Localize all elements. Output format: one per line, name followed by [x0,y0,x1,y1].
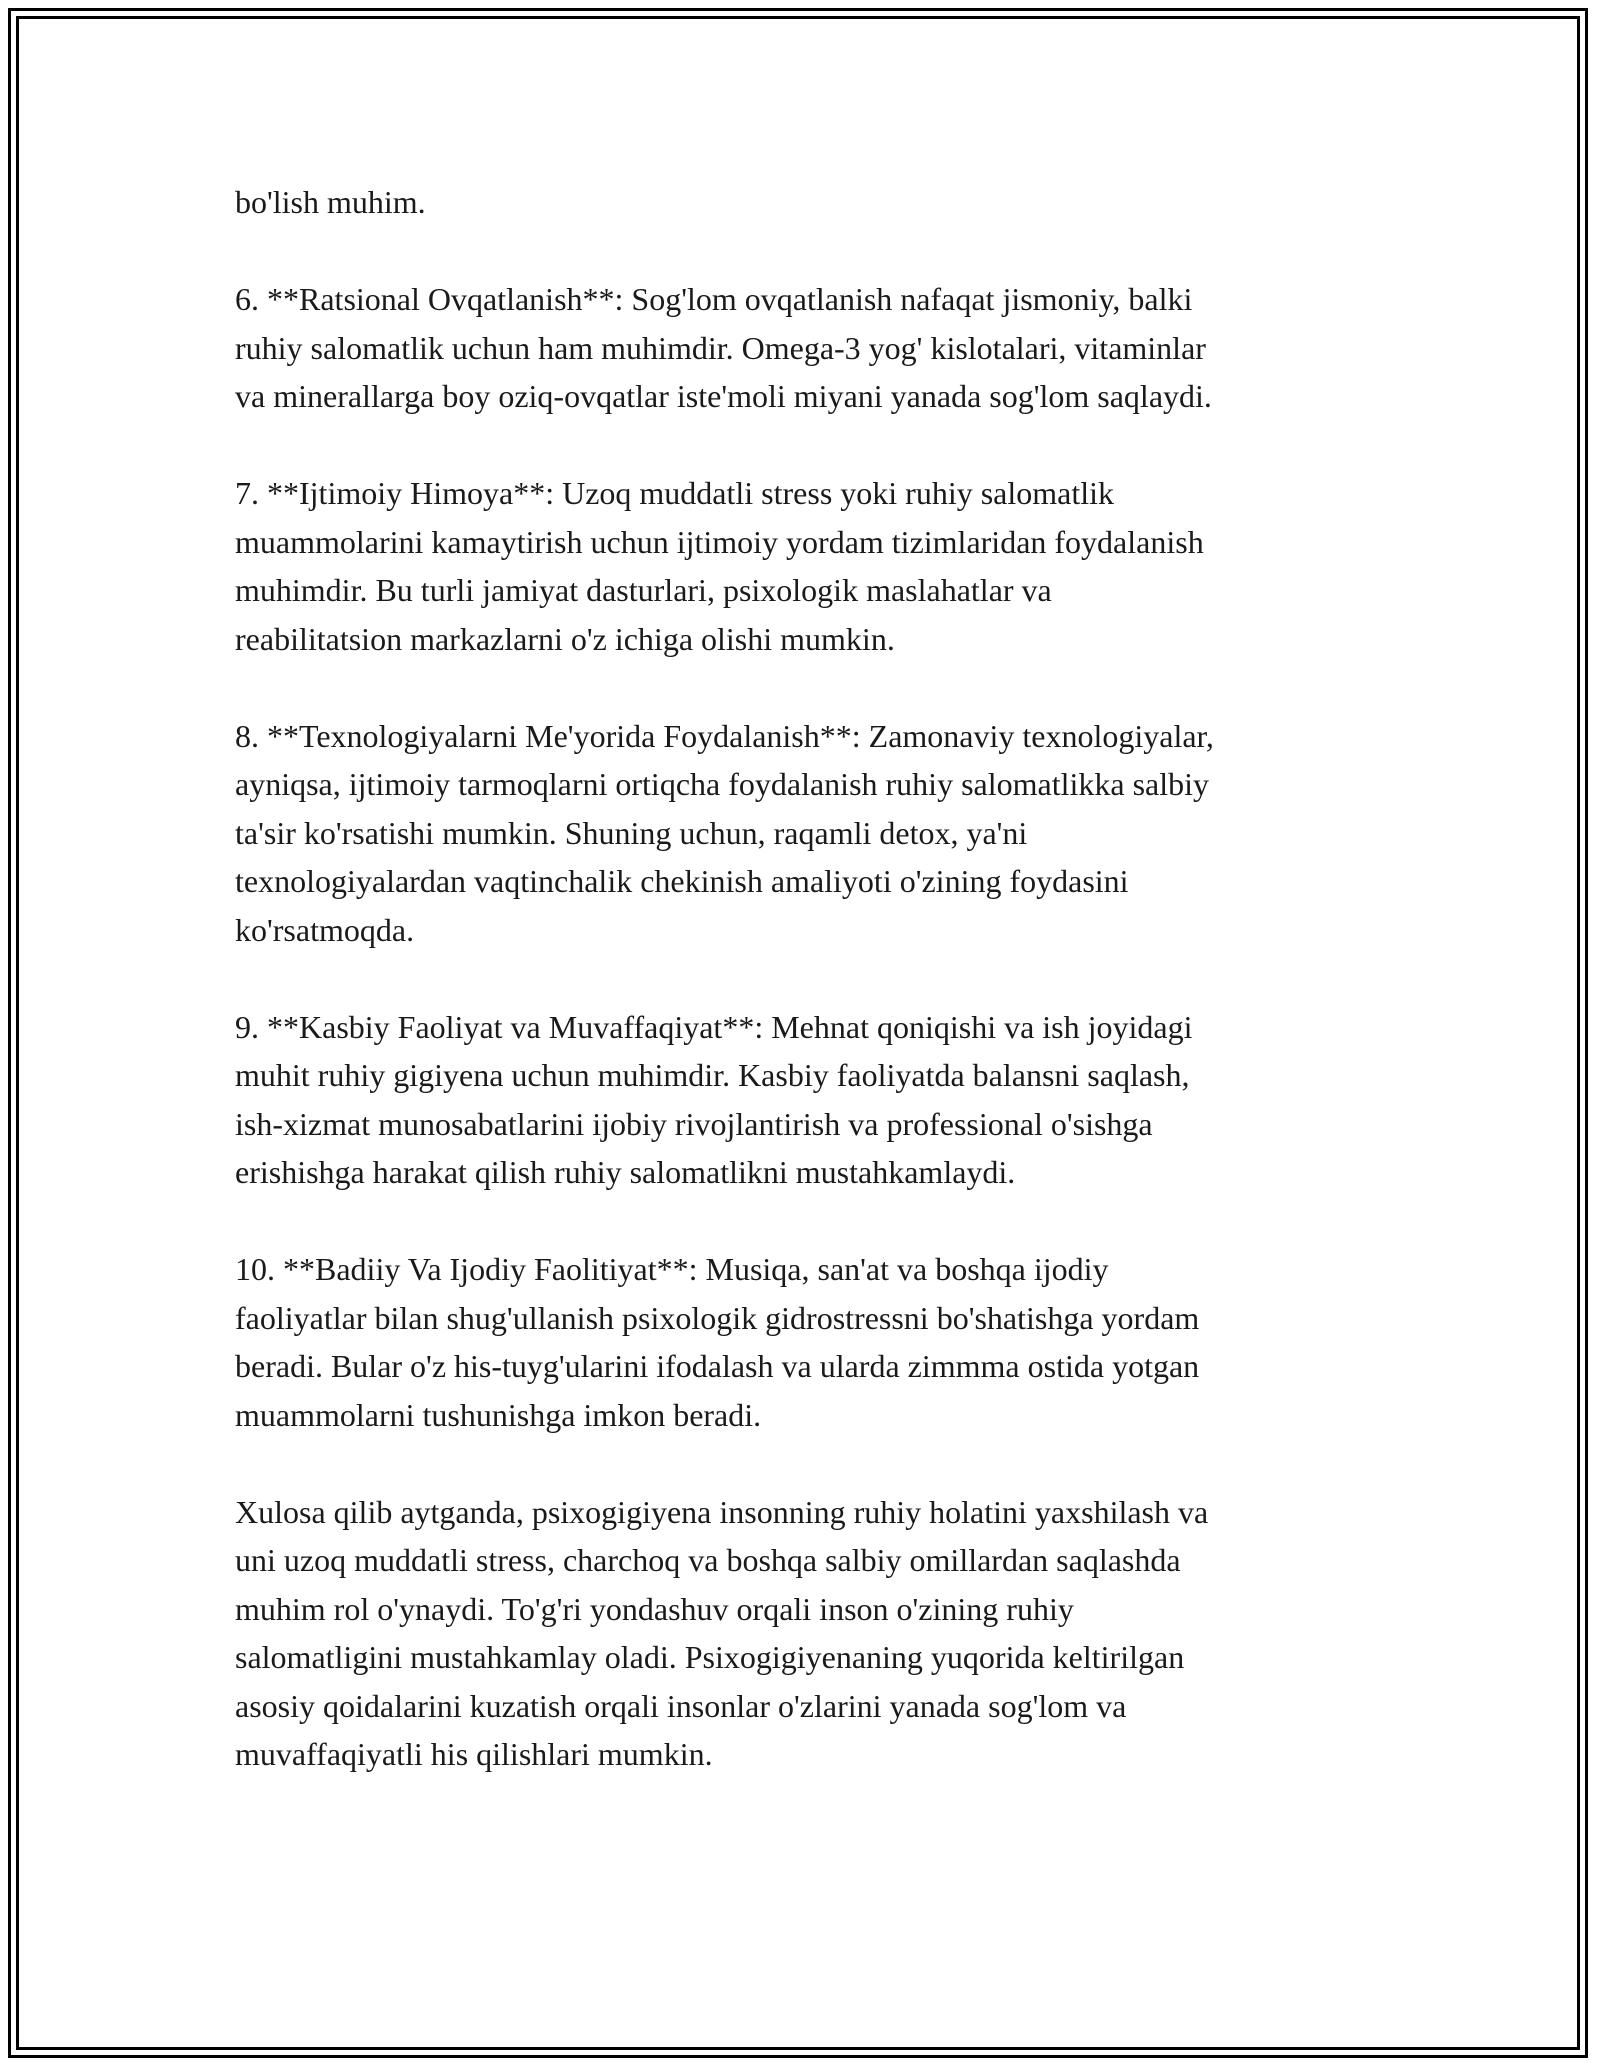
paragraph-item-10: 10. **Badiiy Va Ijodiy Faolitiyat**: Musiqa, san'at va boshqa ijodiy faoliyatlar bilan shug'ullanish psixologik gidrostressni bo'shatishga yordam beradi. Bular o'z his-tuyg'ularini ifodalash va ularda zimmma ostida yotgan muammolarni tushunishga imkon beradi. [235,1251,1200,1433]
paragraph-item-7: 7. **Ijtimoiy Himoya**: Uzoq muddatli stress yoki ruhiy salomatlik muammolarini kamaytirish uchun ijtimoiy yordam tizimlaridan foydalanish muhimdir. Bu turli jamiyat dasturlari, psixologik maslahatlar va reabilitatsion markazlarni o'z ichiga olishi mumkin. [235,475,1204,657]
paragraph-continuation: bo'lish muhim. [235,184,426,220]
paragraph-item-6: 6. **Ratsional Ovqatlanish**: Sog'lom ovqatlanish nafaqat jismoniy, balki ruhiy salomatlik uchun ham muhimdir. Omega-3 yog' kislotalari, vitaminlar va minerallarga boy oziq-ovqatlar iste'moli miyani yanada sog'lom saqlaydi. [235,281,1212,414]
document-body [235,178,1375,1779]
paragraph-item-9: 9. **Kasbiy Faoliyat va Muvaffaqiyat**: Mehnat qoniqishi va ish joyidagi muhit ruhiy gigiyena uchun muhimdir. Kasbiy faoliyatda balansni saqlash, ish-xizmat munosabatlarini ijobiy rivojlantirish va professional o'sishga erishishga harakat qilish ruhiy salomatlikni mustahkamlaydi. [235,1008,1193,1190]
paragraph-item-8: 8. **Texnologiyalarni Me'yorida Foydalanish**: Zamonaviy texnologiyalar, ayniqsa, ijtimoiy tarmoqlarni ortiqcha foydalanish ruhiy salomatlikka salbiy ta'sir ko'rsatishi mumkin. Shuning uchun, raqamli detox, ya'ni texnologiyalardan vaqtinchalik chekinish amaliyoti o'zining foydasini ko'rsatmoqda. [235,717,1214,948]
paragraph-conclusion: Xulosa qilib aytganda, psixogigiyena insonning ruhiy holatini yaxshilash va uni uzoq muddatli stress, charchoq va boshqa salbiy omillardan saqlashda muhim rol o'ynaydi. To'g'ri yondashuv orqali inson o'zining ruhiy salomatligini mustahkamlay oladi. Psixogigiyenaning yuqorida keltirilgan asosiy qoidalarini kuzatish orqali insonlar o'zlarini yanada sog'lom va muvaffaqiyatli his qilishlari mumkin. [235,1493,1209,1772]
